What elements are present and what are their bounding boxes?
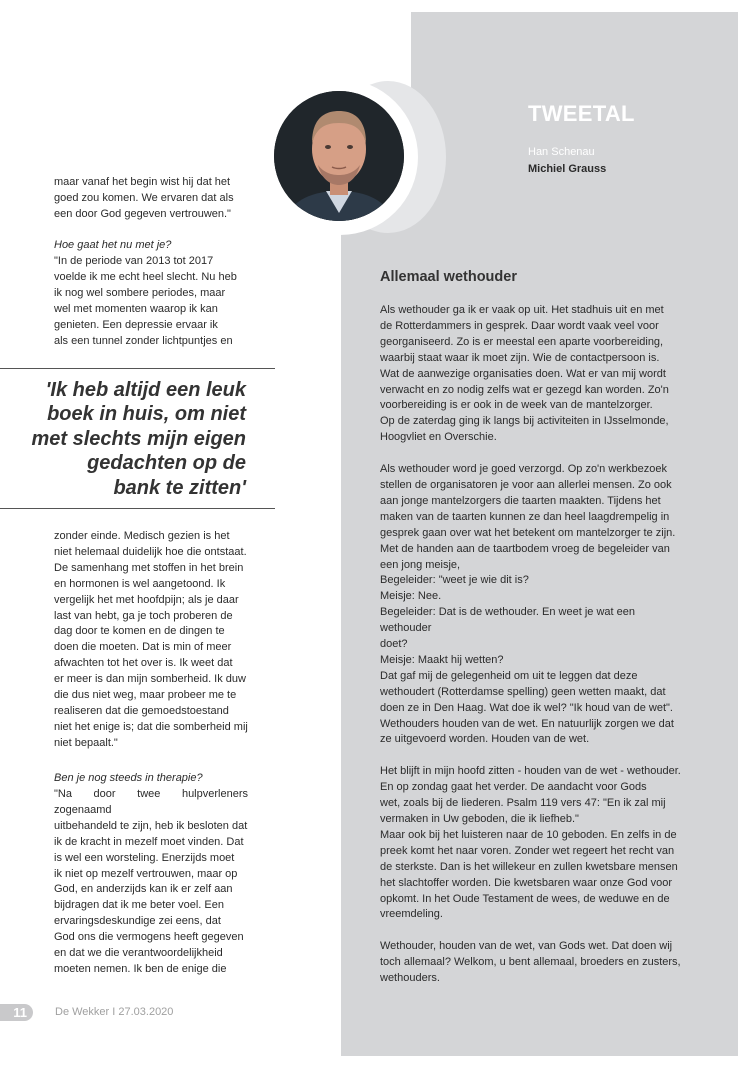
text-line: is wel een worsteling. Enerzijds moet xyxy=(54,851,235,864)
column-line xyxy=(380,446,683,462)
column-line: Als wethouder word je goed verzorgd. Op zo'n werkbezoek xyxy=(380,463,668,476)
column-line: Dat gaf mij de gelegenheid om uit te leggen dat deze xyxy=(380,669,638,682)
text-line: als een tunnel zonder lichtpuntjes en xyxy=(54,334,233,347)
column-line: ze uitgevoerd worden. Houden van de wet. xyxy=(380,733,590,746)
column-heading: Allemaal wethouder xyxy=(380,269,517,285)
column-line: Hoogvliet en Overschie. xyxy=(380,431,497,444)
column-line: Met de handen aan de taartbodem vroeg de begeleider van xyxy=(380,542,670,555)
column-line: Maar ook bij het luisteren naar de 10 geboden. En zelfs in de xyxy=(380,828,677,841)
column-line: Meisje: Nee. xyxy=(380,590,442,603)
column-body xyxy=(380,303,683,987)
text-line: ik nog wel sombere periodes, maar xyxy=(54,286,226,299)
text-line: die dus niet weg, maar probeer me te xyxy=(54,689,237,702)
pullquote xyxy=(8,378,246,500)
column-line: georganiseerd. Zo is er meestal een aparte voorbereiding, xyxy=(380,335,664,348)
column-line: aan jonge mantelzorgers die taarten maakten. Tijdens het xyxy=(380,494,661,507)
text-line: niet helemaal duidelijk hoe die ontstaat. xyxy=(54,545,247,558)
column-title: TWEETAL xyxy=(528,101,635,126)
text-line: en dat we die verantwoordelijkheid xyxy=(54,947,223,960)
column-line: een jong meisje, xyxy=(380,558,461,571)
text-line: afwachten tot het over is. Ik weet dat xyxy=(54,657,233,670)
text-line: ik niet op mezelf vertrouwen, maar op xyxy=(54,867,238,880)
pullquote-line: gedachten op de xyxy=(87,452,246,475)
column-line: Meisje: Maakt hij wetten? xyxy=(380,653,504,666)
column-line: Wethouder, houden van de wet, van Gods wet. Dat doen wij xyxy=(380,940,673,953)
text-line: vergelijk het met hoofdpijn; als je daar xyxy=(54,593,239,606)
text-line: dag door te komen en de dingen te xyxy=(54,625,225,638)
text-line: goed zou komen. We ervaren dat als xyxy=(54,191,234,204)
text-line: God ons die vermogens heeft gegeven xyxy=(54,931,244,944)
column-line: wethoudert (Rotterdamse spelling) geen wetten maakt, dat xyxy=(380,685,666,698)
text-line: voelde ik me echt heel slecht. Nu heb xyxy=(54,270,237,283)
pullquote-line: 'Ik heb altijd een leuk xyxy=(45,379,246,401)
text-line: zonder einde. Medisch gezien is het xyxy=(54,530,230,542)
column-line: Als wethouder ga ik er vaak op uit. Het stadhuis uit en met xyxy=(380,304,664,316)
column-line: de sterkste. Dan is het willekeur en zullen kwetsbare mensen xyxy=(380,860,678,873)
column-line: voorbereiding is er ook in de week van de mantelzorger. xyxy=(380,399,653,412)
interview-text-4 xyxy=(54,787,248,978)
column-line: En op zondag gaat het verder. De aandacht voor Gods xyxy=(380,781,647,794)
column-line: Het blijft in mijn hoofd zitten - houden van de wet - wethouder. xyxy=(380,765,681,778)
column-line: de Rotterdammers in gesprek. Daar wordt vaak veel voor xyxy=(380,319,659,332)
text-line: uitbehandeld te zijn, heb ik besloten dat xyxy=(54,819,248,832)
text-line: De samenhang met stoffen in het brein xyxy=(54,561,244,574)
footer-publication: De Wekker I 27.03.2020 xyxy=(55,1006,174,1018)
column-line xyxy=(380,748,683,764)
text-line: en hormonen is wel aangetoond. Ik xyxy=(54,577,226,590)
pullquote-rule-top xyxy=(0,368,275,369)
text-line: genieten. Een depressie ervaar ik xyxy=(54,318,218,331)
column-line: gesprek gaan over wat het betekent om mantelzorger te zijn. xyxy=(380,526,676,539)
text-line: wel met momenten waarop ik kan xyxy=(54,302,218,315)
text-line: niet bepaalt." xyxy=(54,736,118,749)
author-portrait xyxy=(274,91,404,221)
interview-question-1: Hoe gaat het nu met je? xyxy=(54,239,172,251)
pullquote-rule-bottom xyxy=(0,508,275,509)
column-line: Op de zaterdag ging ik langs bij activiteiten in IJsselmonde, xyxy=(380,415,669,428)
text-line: niet het enige is; dat die somberheid mij xyxy=(54,720,248,733)
text-line: ervaringsdeskundige zei eens, dat xyxy=(54,915,221,928)
column-line: preek komt het naar voren. Zonder wet regeert het recht van xyxy=(380,844,675,857)
pullquote-line: boek in huis, om niet xyxy=(47,403,246,426)
text-line: een door God gegeven vertrouwen." xyxy=(54,207,231,220)
column-line: wethouders. xyxy=(380,972,440,985)
pullquote-line: met slechts mijn eigen xyxy=(31,427,246,450)
text-line: maar vanaf het begin wist hij dat het xyxy=(54,176,231,188)
text-line: er meer is dan mijn somberheid. Ik duw xyxy=(54,673,246,686)
text-line: "Na door twee hulpverleners zogenaamd xyxy=(54,788,248,816)
column-line: Wat de aanwezige organisaties doen. Wat er van mij wordt xyxy=(380,367,666,380)
column-line: het slachtoffer worden. Die kwetsbaren waar onze God voor xyxy=(380,876,673,889)
author-name-1: Han Schenau xyxy=(528,146,595,158)
column-line: wet, zoals bij de liederen. Psalm 119 vers 47: "En ik zal mij xyxy=(380,797,666,810)
column-line: waarbij staat waar ik moet zijn. Wie de contactpersoon is. xyxy=(380,351,660,364)
text-line: ik de kracht in mezelf moet vinden. Dat xyxy=(54,835,244,848)
column-line: verwacht en zo nodig zelfs wat er gezegd kan worden. Zo'n xyxy=(380,383,669,396)
text-line: moeten nemen. Ik ben de enige die xyxy=(54,962,227,975)
text-line: bijdragen dat ik me beter voel. Een xyxy=(54,899,224,912)
column-line: Wethouders houden van de wet. En natuurlijk zorgen we dat xyxy=(380,717,674,730)
text-line: God, en anderzijds kan ik er zelf aan xyxy=(54,883,233,896)
author-name-2: Michiel Grauss xyxy=(528,163,607,175)
column-line: doen ze in Den Haag. Wat doe ik wel? "Ik houd van de wet". xyxy=(380,701,673,714)
column-line: toch allemaal? Welkom, u bent allemaal, broeders en zusters, xyxy=(380,956,681,969)
column-line: vermaken in Uw geboden, die ik liefheb." xyxy=(380,813,579,825)
interview-question-2: Ben je nog steeds in therapie? xyxy=(54,772,203,784)
interview-text-2 xyxy=(54,254,248,349)
column-line: stellen de organisatoren je voor aan allerlei mensen. Zo ook xyxy=(380,478,672,491)
text-line: doen die moeten. Dat is min of meer xyxy=(54,641,232,654)
column-line: Begeleider: "weet je wie dit is? xyxy=(380,574,529,587)
text-line: realiseren dat die gemoedstoestand xyxy=(54,704,229,717)
pullquote-line: bank te zitten' xyxy=(113,476,246,499)
column-line: vreemdeling. xyxy=(380,908,443,921)
interview-text-1 xyxy=(54,175,248,223)
text-line: "In de periode van 2013 tot 2017 xyxy=(54,255,214,267)
text-line: last van hebt, ga je toch proberen de xyxy=(54,609,233,622)
interview-text-3 xyxy=(54,529,248,752)
column-line: opkomt. In het Oude Testament de wees, de weduwe en de xyxy=(380,892,670,905)
column-line: maken van de taarten kunnen ze dan heel laagdrempelig in xyxy=(380,510,670,523)
column-line: Begeleider: Dat is de wethouder. En weet je wat een wethouder xyxy=(380,606,635,635)
column-line xyxy=(380,923,683,939)
column-line: doet? xyxy=(380,638,408,651)
page-number: 11 xyxy=(0,1004,33,1021)
